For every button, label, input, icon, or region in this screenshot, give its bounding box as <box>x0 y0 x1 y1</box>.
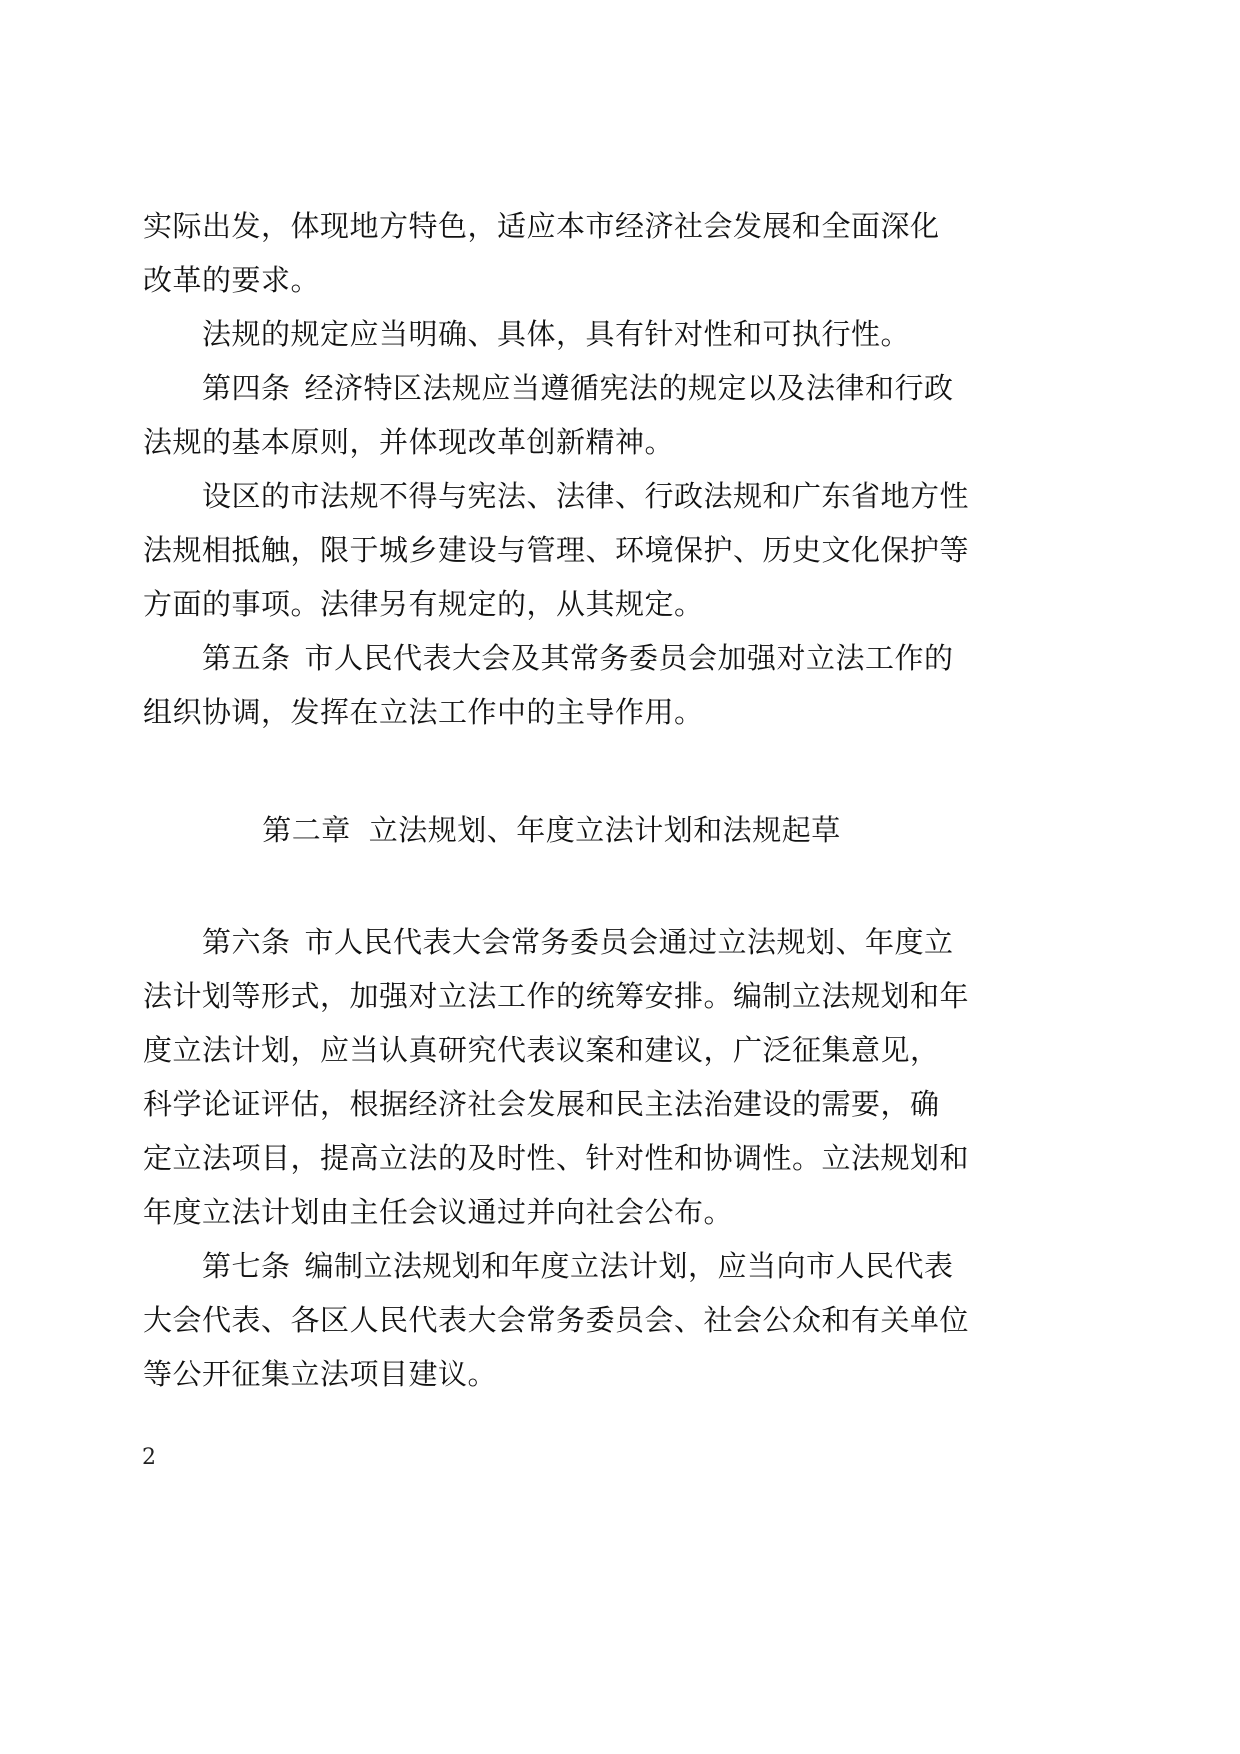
article-6-line-6: 年度立法计划由主任会议通过并向社会公布。 <box>143 1195 734 1229</box>
article-4-first-line <box>143 361 968 415</box>
page-number: 2 <box>142 1445 156 1470</box>
article-6-line-3: 度立法计划，应当认真研究代表议案和建议，广泛征集意见， <box>143 1033 940 1067</box>
article-6-first-line <box>143 915 968 969</box>
article-6-number: 第六条 <box>202 925 291 959</box>
article-5-first-line <box>143 631 968 685</box>
article-6-line-2: 法计划等形式，加强对立法工作的统筹安排。编制立法规划和年 <box>143 979 970 1013</box>
article-4-first-text: 经济特区法规应当遵循宪法的规定以及法律和行政 <box>304 371 954 405</box>
article-6-line-4: 科学论证评估，根据经济社会发展和民主法治建设的需要，确 <box>143 1087 940 1121</box>
article-5-number: 第五条 <box>202 641 291 675</box>
paragraph-city-line-2: 法规相抵触，限于城乡建设与管理、环境保护、历史文化保护等 <box>143 533 970 567</box>
continuation-line-1: 实际出发，体现地方特色，适应本市经济社会发展和全面深化 <box>143 209 940 243</box>
article-4-number: 第四条 <box>202 371 291 405</box>
article-6-line-5: 定立法项目，提高立法的及时性、针对性和协调性。立法规划和 <box>143 1141 970 1175</box>
body-text-upper <box>143 199 968 739</box>
paragraph-city-line-1: 设区的市法规不得与宪法、法律、行政法规和广东省地方性 <box>202 479 970 513</box>
continuation-line-2: 改革的要求。 <box>143 263 321 297</box>
body-text-lower <box>143 915 968 1401</box>
article-7-line-2: 大会代表、各区人民代表大会常务委员会、社会公众和有关单位 <box>143 1303 970 1337</box>
article-7-line-3: 等公开征集立法项目建议。 <box>143 1357 498 1391</box>
article-5-line-2: 组织协调，发挥在立法工作中的主导作用。 <box>143 695 704 729</box>
article-4-line-2: 法规的基本原则，并体现改革创新精神。 <box>143 425 675 459</box>
paragraph-city-line-3: 方面的事项。法律另有规定的，从其规定。 <box>143 587 704 621</box>
article-7-number: 第七条 <box>202 1249 291 1283</box>
article-6-first-text: 市人民代表大会常务委员会通过立法规划、年度立 <box>304 925 954 959</box>
paragraph-specific-line-1: 法规的规定应当明确、具体，具有针对性和可执行性。 <box>202 317 911 351</box>
article-7-first-line <box>143 1239 968 1293</box>
chapter-heading <box>0 803 1103 857</box>
chapter-title: 立法规划、年度立法计划和法规起草 <box>368 813 841 847</box>
chapter-number: 第二章 <box>262 813 351 847</box>
article-5-first-text: 市人民代表大会及其常务委员会加强对立法工作的 <box>304 641 954 675</box>
article-7-first-text: 编制立法规划和年度立法计划，应当向市人民代表 <box>304 1249 954 1283</box>
